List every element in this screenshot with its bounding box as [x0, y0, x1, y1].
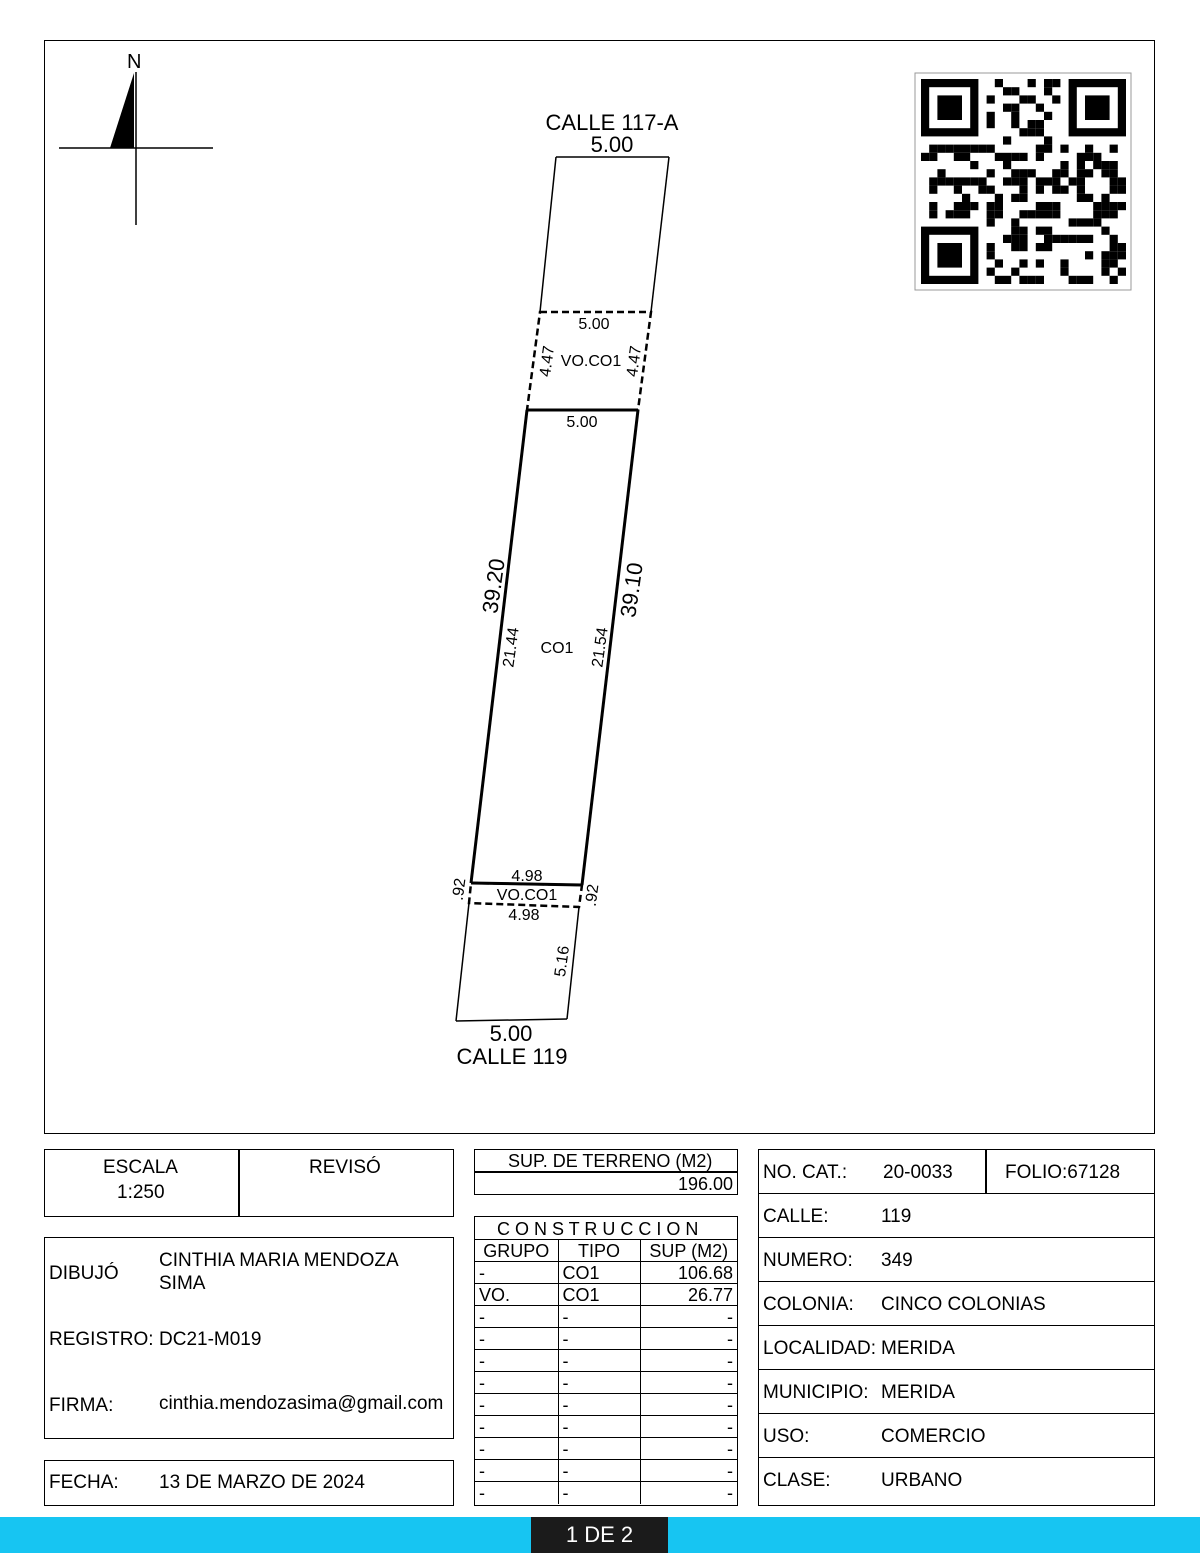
- column-header-area: SUP (M2): [640, 1240, 737, 1262]
- locality-label: LOCALIDAD:: [763, 1338, 876, 1359]
- colony-value: CINCO COLONIAS: [881, 1294, 1046, 1315]
- registration-label: REGISTRO:: [49, 1329, 154, 1350]
- cell-type: -: [558, 1416, 640, 1438]
- date-value: 13 DE MARZO DE 2024: [159, 1472, 365, 1493]
- cell-group: -: [475, 1328, 558, 1350]
- north-label: N: [127, 51, 142, 73]
- class-row: [759, 1458, 1154, 1502]
- cell-area: -: [640, 1416, 737, 1438]
- street-bottom-label: CALLE 119: [456, 1044, 568, 1069]
- number-row: [759, 1238, 1154, 1282]
- cell-area: -: [640, 1350, 737, 1372]
- property-info-box: [758, 1149, 1155, 1506]
- use-value: COMERCIO: [881, 1426, 986, 1447]
- side-left-dimension: 39.20: [477, 556, 510, 615]
- page-indicator: 1 DE 2: [531, 1517, 668, 1553]
- cell-area: 26.77: [640, 1284, 737, 1306]
- vo-bottom-label: VO.CO1: [496, 887, 558, 904]
- street-value: 119: [881, 1206, 912, 1227]
- colony-label: COLONIA:: [763, 1294, 854, 1315]
- cadastral-number-value: 20-0033: [883, 1162, 953, 1183]
- cell-group: -: [475, 1372, 558, 1394]
- table-row: [475, 1372, 737, 1394]
- column-header-type: TIPO: [558, 1240, 640, 1262]
- cell-type: -: [558, 1482, 640, 1504]
- column-header-group: GRUPO: [475, 1240, 558, 1262]
- cell-group: -: [475, 1416, 558, 1438]
- cadastral-row: [759, 1150, 1154, 1194]
- table-row: [475, 1284, 737, 1306]
- use-row: [759, 1414, 1154, 1458]
- vo-top-label: VO.CO1: [560, 353, 622, 370]
- drafter-name-line1: CINTHIA MARIA MENDOZA: [159, 1250, 399, 1271]
- cell-group: -: [475, 1482, 558, 1504]
- vo-bottom-left-dimension: .92: [449, 877, 470, 902]
- cell-type: -: [558, 1328, 640, 1350]
- drafter-label: DIBUJÓ: [49, 1263, 119, 1284]
- scale-label: ESCALA: [103, 1157, 178, 1178]
- vo-bottom-width-top: 4.98: [511, 868, 543, 885]
- cell-group: -: [475, 1460, 558, 1482]
- co1-left-dimension: 21.44: [500, 626, 523, 669]
- cell-type: CO1: [558, 1262, 640, 1284]
- table-row: [475, 1482, 737, 1504]
- date-box: [44, 1460, 454, 1506]
- table-row: [475, 1394, 737, 1416]
- drafter-name-line2: SIMA: [159, 1273, 206, 1294]
- table-row: [475, 1328, 737, 1350]
- construction-table: [475, 1239, 737, 1504]
- cell-type: CO1: [558, 1284, 640, 1306]
- cell-type: -: [558, 1438, 640, 1460]
- cell-group: -: [475, 1438, 558, 1460]
- cell-group: -: [475, 1262, 558, 1284]
- co1-right-dimension: 21.54: [589, 626, 612, 669]
- land-area-label: SUP. DE TERRENO (M2): [508, 1151, 713, 1171]
- class-value: URBANO: [881, 1470, 963, 1491]
- cell-area: -: [640, 1372, 737, 1394]
- scale-box: [44, 1149, 454, 1217]
- vo-top-right-dimension: 4.47: [623, 344, 646, 378]
- number-value: 349: [881, 1250, 913, 1271]
- cell-type: -: [558, 1372, 640, 1394]
- front-top-dimension: 5.00: [590, 132, 634, 157]
- street-label: CALLE:: [763, 1206, 829, 1227]
- colony-row: [759, 1282, 1154, 1326]
- cell-area: -: [640, 1460, 737, 1482]
- vo-top-width-top: 5.00: [578, 316, 610, 333]
- cell-type: -: [558, 1350, 640, 1372]
- date-label: FECHA:: [49, 1472, 119, 1493]
- cell-group: -: [475, 1350, 558, 1372]
- construction-title: C O N S T R U C C I O N: [497, 1219, 699, 1239]
- locality-row: [759, 1326, 1154, 1370]
- locality-value: MERIDA: [881, 1338, 955, 1359]
- co1-label: CO1: [540, 640, 574, 657]
- side-right-dimension: 39.10: [615, 560, 648, 619]
- vo-bottom-width-bottom: 4.98: [508, 907, 540, 924]
- qr-code: [915, 73, 1131, 290]
- number-label: NUMERO:: [763, 1250, 853, 1271]
- cell-group: -: [475, 1306, 558, 1328]
- rear-side-dimension: 5.16: [551, 944, 574, 978]
- registration-value: DC21-M019: [159, 1329, 262, 1350]
- table-row: [475, 1350, 737, 1372]
- street-row: [759, 1194, 1154, 1238]
- vo-top-left-dimension: 4.47: [536, 344, 559, 378]
- front-bottom-dimension: 5.00: [489, 1021, 533, 1046]
- signature-label: FIRMA:: [49, 1395, 114, 1416]
- drafter-box: [44, 1237, 454, 1439]
- table-row: [475, 1460, 737, 1482]
- table-row: [475, 1438, 737, 1460]
- cell-area: -: [727, 1482, 733, 1503]
- municipality-row: [759, 1370, 1154, 1414]
- class-label: CLASE:: [763, 1470, 831, 1491]
- municipality-label: MUNICIPIO:: [763, 1382, 869, 1403]
- vo-bottom-right-dimension: .92: [582, 883, 603, 908]
- use-label: USO:: [763, 1426, 810, 1447]
- cell-type: -: [558, 1460, 640, 1482]
- signature-email: cinthia.mendozasima@gmail.com: [159, 1393, 444, 1414]
- street-top-label: CALLE 117-A: [545, 110, 679, 135]
- table-row: [475, 1416, 737, 1438]
- cell-type: -: [558, 1394, 640, 1416]
- land-area-box: [474, 1149, 738, 1195]
- cadastral-number-label: NO. CAT.:: [763, 1162, 848, 1183]
- table-row: [475, 1306, 737, 1328]
- cell-area: -: [640, 1306, 737, 1328]
- cell-group: VO.: [475, 1284, 558, 1306]
- table-row: [475, 1262, 737, 1284]
- cell-area: 106.68: [640, 1262, 737, 1284]
- cell-area: -: [640, 1438, 737, 1460]
- cell-group: -: [475, 1394, 558, 1416]
- scale-value: 1:250: [117, 1182, 165, 1203]
- municipality-value: MERIDA: [881, 1382, 955, 1403]
- cell-area: -: [640, 1394, 737, 1416]
- cell-type: -: [558, 1306, 640, 1328]
- north-arrow-icon: [59, 51, 213, 225]
- reviewed-label: REVISÓ: [309, 1157, 381, 1178]
- land-area-value: 196.00: [677, 1174, 733, 1194]
- vo-top-width-bottom: 5.00: [566, 414, 598, 431]
- construction-box: [474, 1216, 738, 1506]
- cell-area: -: [640, 1328, 737, 1350]
- folio-value: FOLIO:67128: [1005, 1162, 1121, 1183]
